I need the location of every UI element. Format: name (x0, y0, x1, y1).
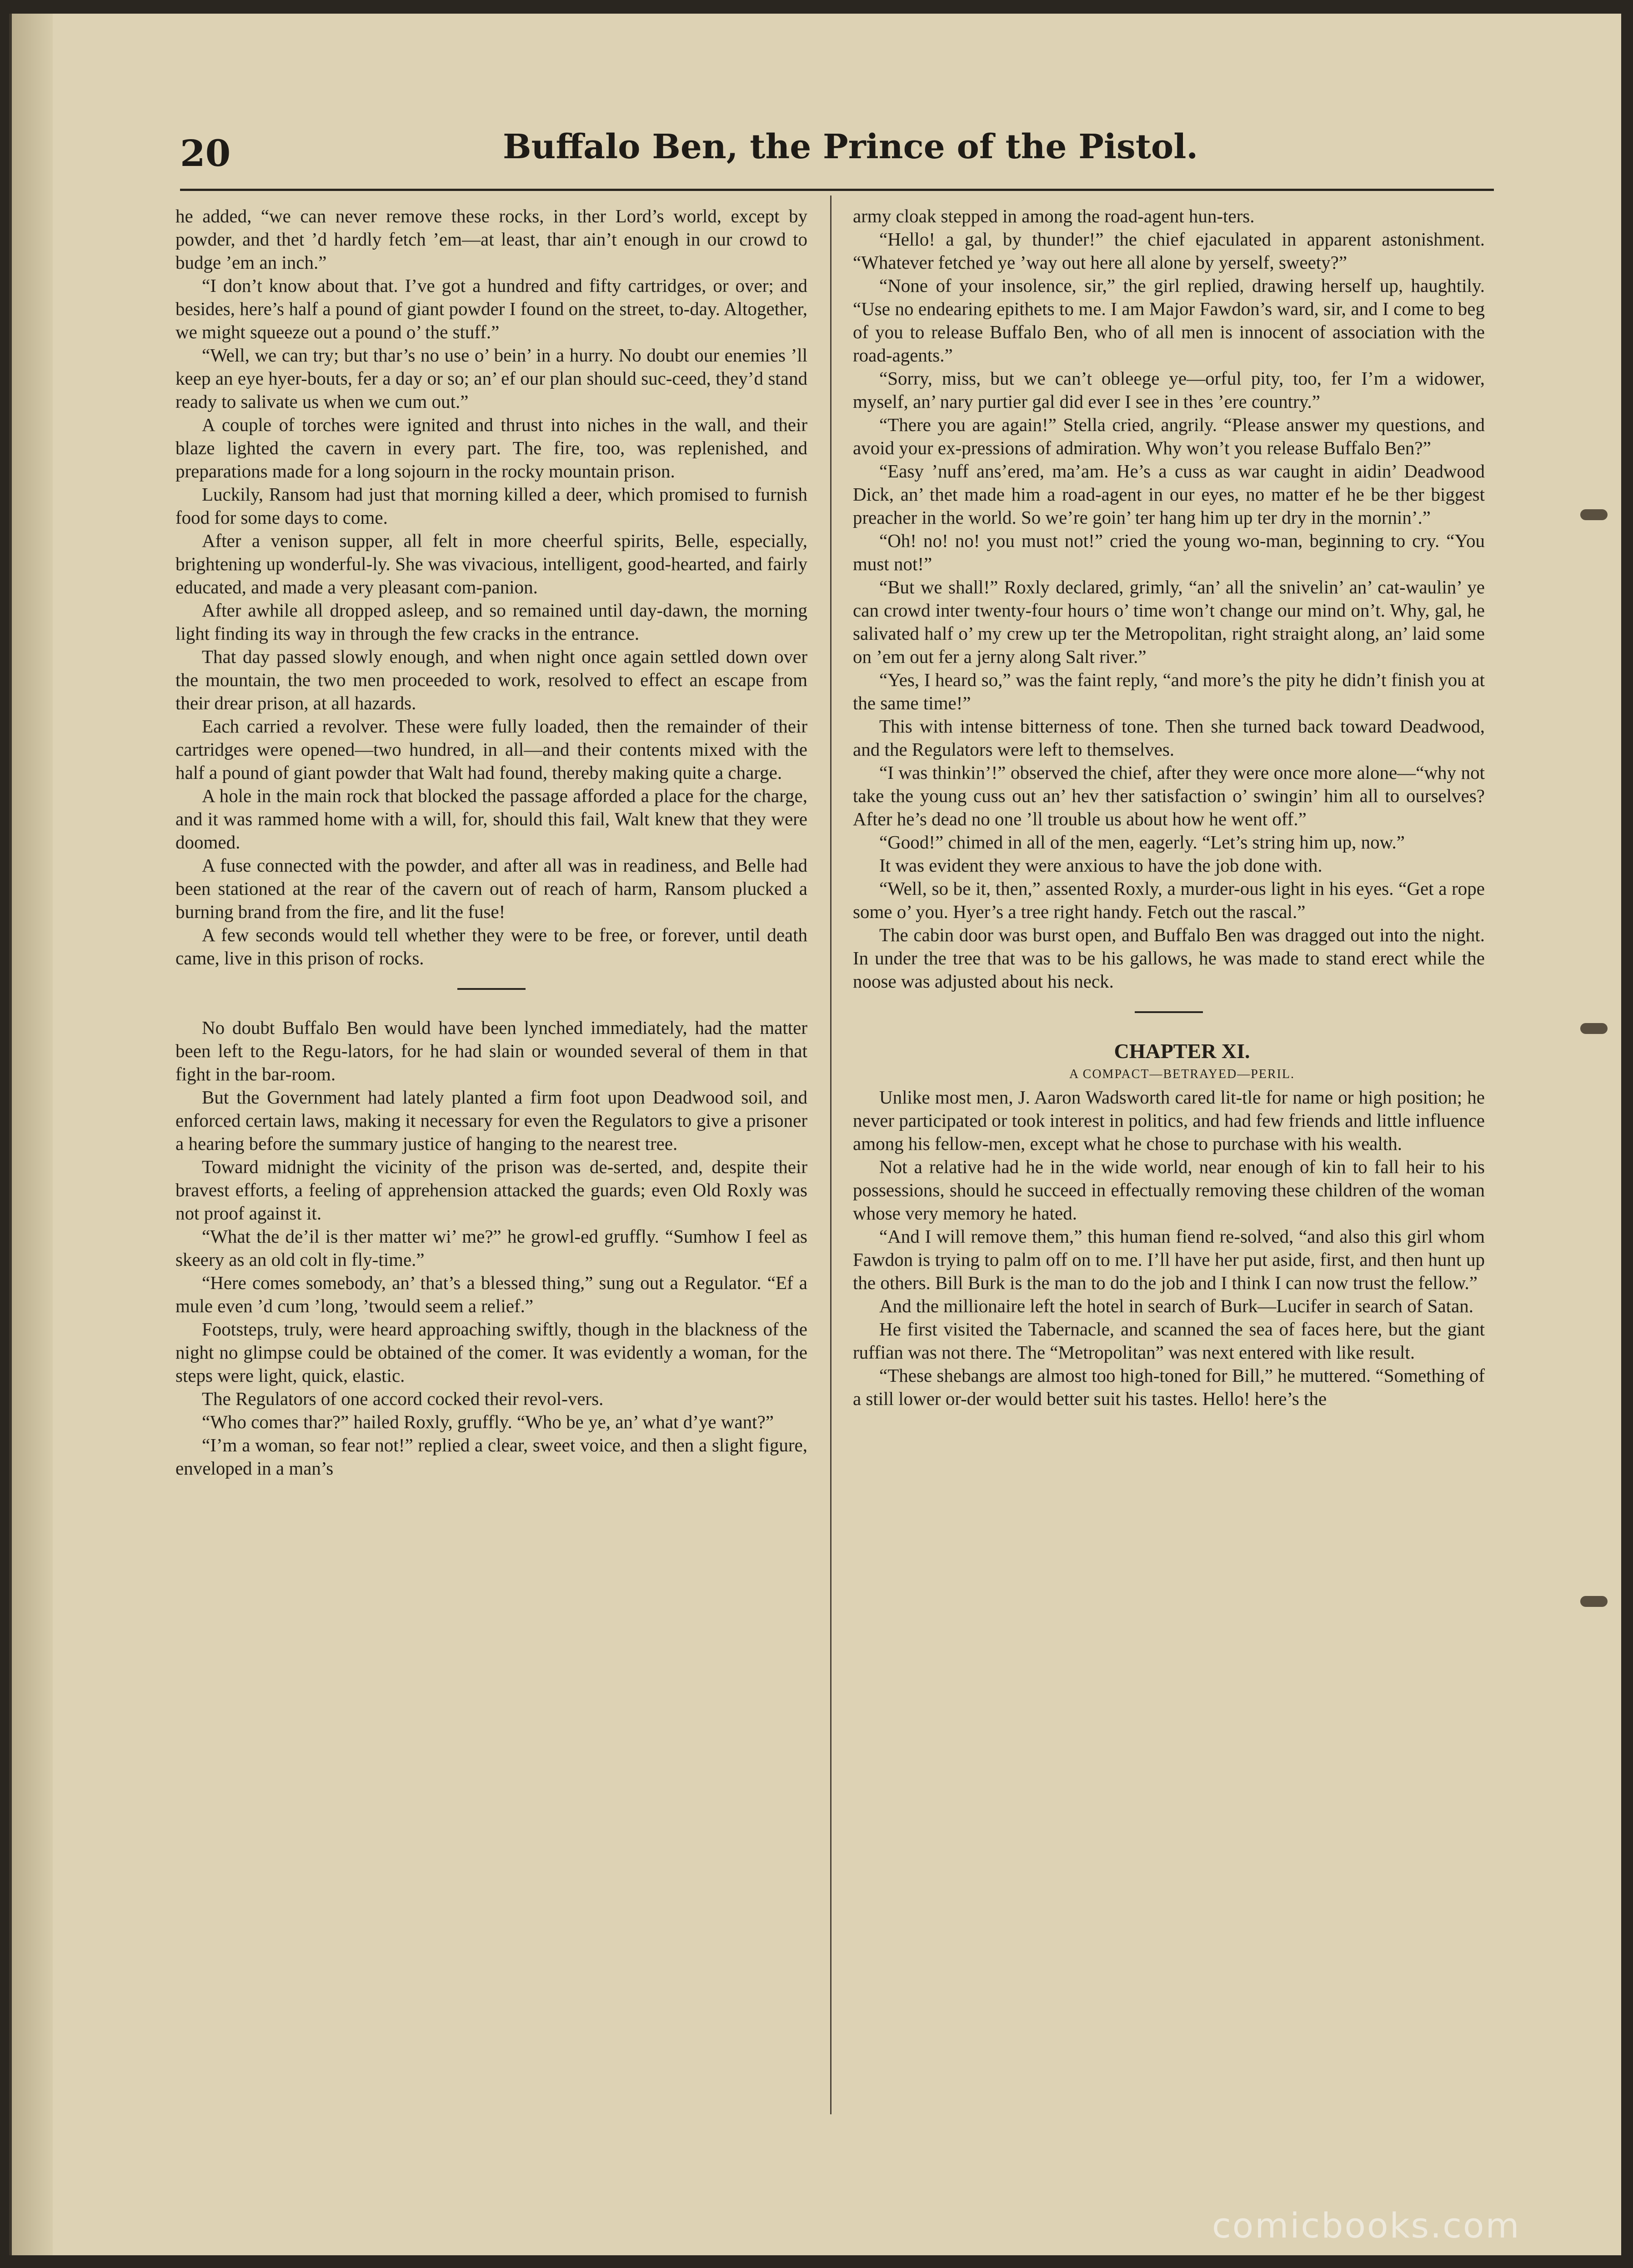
paragraph: “Oh! no! no! you must not!” cried the young wo-man, beginning to cry. “You must not!” (853, 530, 1485, 574)
paragraph: This with intense bitterness of tone. Then she turned back toward Deadwood, and the Regulators were left to themselves. (853, 716, 1485, 760)
paragraph: A few seconds would tell whether they were to be free, or forever, until death came, live in this prison of rocks. (175, 924, 807, 968)
chapter-heading: CHAPTER XI. (1114, 1039, 1250, 1063)
paragraph: “I don’t know about that. I’ve got a hundred and fifty cartridges, or over; and besides, here’s half a pound of giant powder I found on the street, to-day. Altogether, we might squeeze out a pound o’ the stuff.” (175, 275, 807, 342)
paragraph: army cloak stepped in among the road-agent hun-ters. (853, 206, 1255, 226)
paragraph: The Regulators of one accord cocked their revol-vers. (202, 1388, 604, 1409)
paragraph: Toward midnight the vicinity of the prison was de-serted, and, despite their bravest efforts, a feeling of apprehension attacked the guards; even Old Roxly was not proof against it. (175, 1156, 807, 1224)
chapter-subtitle: A COMPACT—BETRAYED—PERIL. (1069, 1067, 1295, 1081)
paragraph: A couple of torches were ignited and thrust into niches in the wall, and their blaze lighted the cavern in every part. The fire, too, was replenished, and preparations made for a long sojourn in the rocky mountain prison. (175, 414, 807, 482)
paragraph: “Good!” chimed in all of the men, eagerly. “Let’s string him up, now.” (879, 832, 1405, 853)
paragraph: And the millionaire left the hotel in search of Burk—Lucifer in search of Satan. (879, 1295, 1474, 1316)
paragraph: “But we shall!” Roxly declared, grimly, “an’ all the snivelin’ an’ cat-waulin’ ye can crowd inter twenty-four hours o’ time won’t change our mind on’t. Why, gal, he salivated half o’ my crew up ter the Metropolitan, right straight along, an’ laid some on ’em out fer a jerny along Salt river.” (853, 577, 1485, 667)
paragraph: Each carried a revolver. These were fully loaded, then the remainder of their cartridges were opened—two hundred, in all—and their contents mixed with the half a pound of giant powder that Walt had found, thereby making quite a charge. (175, 716, 807, 783)
watermark: comicbooks.com (1212, 2205, 1521, 2246)
paragraph: A fuse connected with the powder, and after all was in readiness, and Belle had been stationed at the rear of the cavern out of reach of harm, Ransom plucked a burning brand from the fire, and lit the fuse! (175, 855, 807, 922)
page-number: 20 (180, 132, 231, 175)
staple-mark (1580, 509, 1608, 520)
paragraph: “None of your insolence, sir,” the girl replied, drawing herself up, haughtily. “Use no endearing epithets to me. I am Major Fawdon’s ward, sir, and I come to beg of you to release Buffalo Ben, who of all men is innocent of association with the road-agents.” (853, 275, 1485, 366)
paragraph: No doubt Buffalo Ben would have been lynched immediately, had the matter been left to the Regu-lators, for he had slain or wounded several of them in that fight in the bar-room. (175, 1017, 807, 1084)
paragraph: “Well, so be it, then,” assented Roxly, a murder-ous light in his eyes. “Get a rope some o’ you. Hyer’s a tree right handy. Fetch out the rascal.” (853, 878, 1485, 922)
paragraph: “What the de’il is ther matter wi’ me?” he growl-ed gruffly. “Sumhow I feel as skeery as an old colt in fly-time.” (175, 1226, 807, 1270)
staple-mark (1580, 1596, 1608, 1607)
paragraph: It was evident they were anxious to have the job done with. (879, 855, 1322, 876)
paragraph: “Sorry, miss, but we can’t obleege ye—orful pity, too, fer I’m a widower, myself, an’ nary purtier gal did ever I see in thes ’ere country.” (853, 368, 1485, 412)
section-separator (457, 988, 526, 990)
paragraph: But the Government had lately planted a firm foot upon Deadwood soil, and enforced certain laws, making it necessary for even the Regulators to give a prisoner a hearing before the summary justice of hanging to the nearest tree. (175, 1087, 807, 1154)
paragraph: After awhile all dropped asleep, and so remained until day-dawn, the morning light finding its way in through the few cracks in the entrance. (175, 600, 807, 644)
paragraph: Not a relative had he in the wide world, near enough of kin to fall heir to his possessions, should he succeed in effectually removing these children of the woman whose very memory he hated. (853, 1156, 1485, 1224)
section-separator (1135, 1011, 1203, 1013)
page-header (171, 118, 1494, 186)
column-divider (830, 196, 832, 2114)
magazine-page (9, 14, 1621, 2255)
left-column (175, 205, 807, 1480)
paragraph: “There you are again!” Stella cried, angrily. “Please answer my questions, and avoid your ex-pressions of admiration. Why won’t you release Buffalo Ben?” (853, 414, 1485, 458)
right-column (853, 205, 1485, 1410)
paragraph: “I’m a woman, so fear not!” replied a clear, sweet voice, and then a slight figure, enveloped in a man’s (175, 1435, 807, 1479)
paragraph: The cabin door was burst open, and Buffalo Ben was dragged out into the night. In under the tree that was to be his gallows, he was made to stand erect while the noose was adjusted about his neck. (853, 924, 1485, 992)
header-rule (180, 189, 1494, 191)
paragraph: “Here comes somebody, an’ that’s a blessed thing,” sung out a Regulator. “Ef a mule even ’d cum ’long, ’twould seem a relief.” (175, 1272, 807, 1316)
paragraph: Luckily, Ransom had just that morning killed a deer, which promised to furnish food for some days to come. (175, 484, 807, 528)
paragraph: Footsteps, truly, were heard approaching swiftly, though in the blackness of the night no glimpse could be obtained of the comer. It was evidently a woman, for the steps were light, quick, elastic. (175, 1319, 807, 1386)
paragraph: He first visited the Tabernacle, and scanned the sea of faces here, but the giant ruffian was not there. The “Metropolitan” was next entered with like result. (853, 1319, 1485, 1363)
paragraph: “Yes, I heard so,” was the faint reply, “and more’s the pity he didn’t finish you at the same time!” (853, 669, 1485, 713)
paragraph: “Well, we can try; but thar’s no use o’ bein’ in a hurry. No doubt our enemies ’ll keep an eye hyer-bouts, fer a day or so; an’ ef our plan should suc-ceed, they’d stand ready to salivate us when we cum out.” (175, 345, 807, 412)
paragraph: “These shebangs are almost too high-toned for Bill,” he muttered. “Something of a still lower or-der would better suit his tastes. Hello! here’s the (853, 1365, 1485, 1409)
paragraph: “Easy ’nuff ans’ered, ma’am. He’s a cuss as war caught in aidin’ Deadwood Dick, an’ thet made him a road-agent in our eyes, no matter ef he be ther biggest preacher in the world. So we’re goin’ ter hang him up ter dry in the mornin’.” (853, 461, 1485, 528)
running-title: Buffalo Ben, the Prince of the Pistol. (503, 127, 1198, 166)
paragraph: “I was thinkin’!” observed the chief, after they were once more alone—“why not take the young cuss out an’ hev ther satisfaction o’ swingin’ him all to ourselves? After he’s dead no one ’ll trouble us about how he went off.” (853, 762, 1485, 829)
paragraph: “Who comes thar?” hailed Roxly, gruffly. “Who be ye, an’ what d’ye want?” (202, 1411, 774, 1432)
paragraph: That day passed slowly enough, and when night once again settled down over the mountain, the two men proceeded to work, resolved to effect an escape from their drear prison, at all hazards. (175, 646, 807, 713)
paragraph: After a venison supper, all felt in more cheerful spirits, Belle, especially, brightening up wonderful-ly. She was vivacious, intelligent, good-hearted, and fairly educated, and made a very pleasant com-panion. (175, 530, 807, 597)
paragraph: “Hello! a gal, by thunder!” the chief ejaculated in apparent astonishment. “Whatever fetched ye ’way out here all alone by yerself, sweety?” (853, 229, 1485, 273)
paragraph: he added, “we can never remove these rocks, in ther Lord’s world, except by powder, and thet ’d hardly fetch ’em—at least, thar ain’t enough in our crowd to budge ’em an inch.” (175, 206, 807, 273)
paragraph: Unlike most men, J. Aaron Wadsworth cared lit-tle for name or high position; he never participated or took interest in politics, and had few friends and little influence among his fellow-men, except what he chose to purchase with his wealth. (853, 1087, 1485, 1154)
page-spine-shadow (12, 14, 53, 2255)
staple-mark (1580, 1023, 1608, 1034)
paragraph: A hole in the main rock that blocked the passage afforded a place for the charge, and it was rammed home with a will, for, should this fail, Walt knew that they were doomed. (175, 785, 807, 853)
paragraph: “And I will remove them,” this human fiend re-solved, “and also this girl whom Fawdon is trying to palm off on to me. I’ll have her put aside, first, and then hunt up the others. Bill Burk is the man to do the job and I think I can now trust the fellow.” (853, 1226, 1485, 1293)
